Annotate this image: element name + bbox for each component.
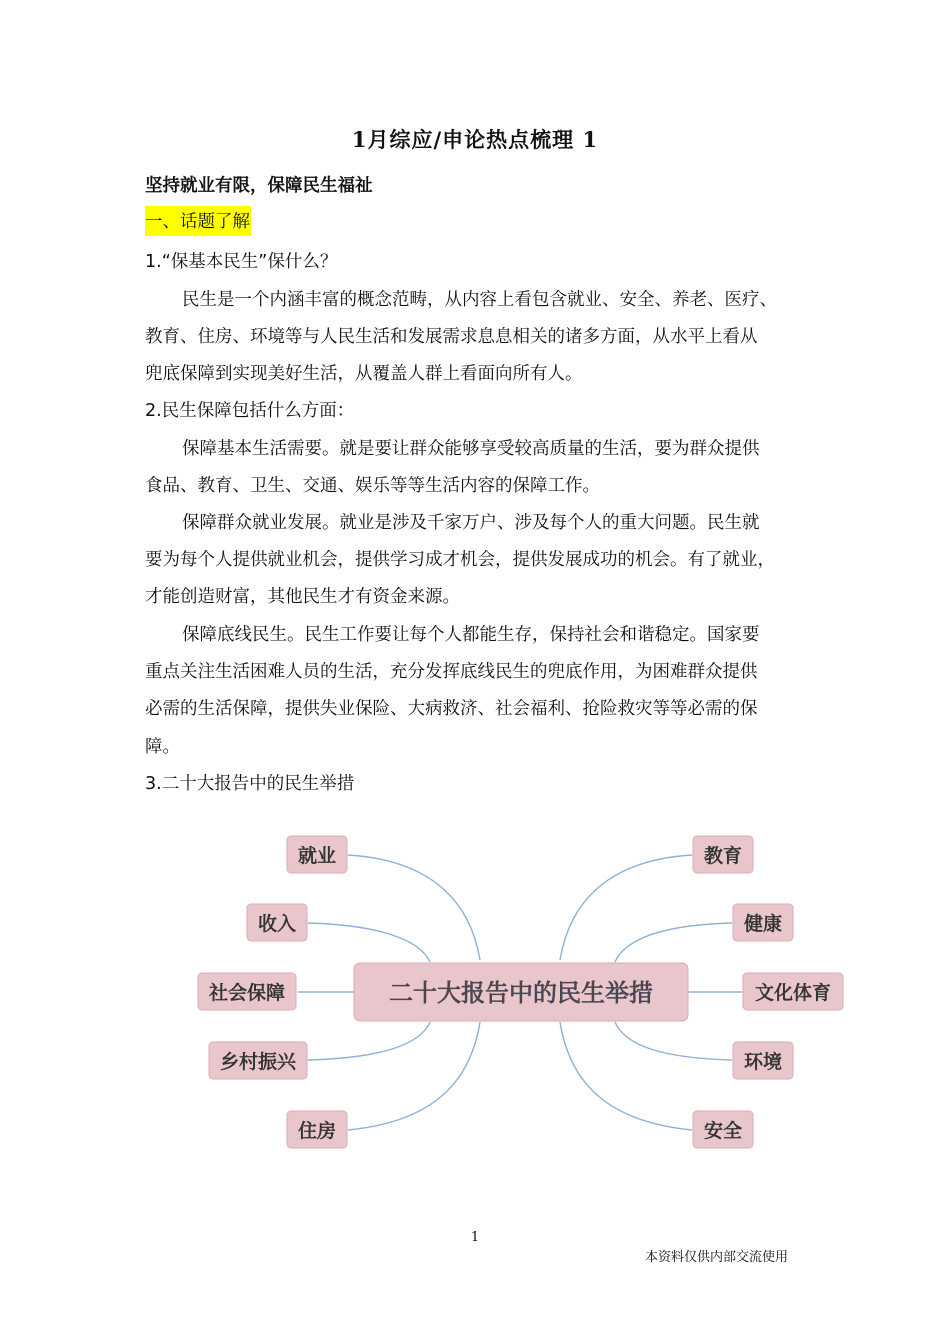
q2-p3-line-4: 障。 — [145, 737, 180, 757]
connector-zhufang — [348, 1022, 480, 1130]
mindmap-node-label: 健康 — [743, 913, 783, 935]
connector-jiaoyu — [560, 855, 692, 960]
q2-p3-line-3: 必需的生活保障，提供失业保险、大病救济、社会福利、抢险救灾等等必需的保 — [145, 699, 758, 719]
q2-heading: 2.民生保障包括什么方面： — [145, 401, 355, 421]
mindmap-center-node — [354, 963, 688, 1021]
mindmap-node-label: 社会保障 — [208, 982, 286, 1004]
page-title: 1月综应/申论热点梳理 1 — [351, 127, 599, 152]
section-heading-1: 一、话题了解 — [145, 206, 251, 236]
mindmap-node-shouru — [247, 904, 307, 941]
q2-p3-line-1: 保障底线民生。民生工作要让每个人都能生存，保持社会和谐稳定。国家要 — [182, 625, 760, 645]
mindmap-node-label: 安全 — [703, 1120, 743, 1142]
mindmap-node-zhufang — [287, 1111, 347, 1148]
q2-p1-line-2: 食品、教育、卫生、交通、娱乐等等生活内容的保障工作。 — [145, 476, 600, 496]
mindmap-node-label: 乡村振兴 — [219, 1051, 297, 1073]
mindmap-node-huanjing — [733, 1042, 793, 1079]
subtitle: 坚持就业有限，保障民生福祉 — [145, 176, 373, 196]
mindmap-node-label: 收入 — [257, 913, 297, 935]
mindmap-node-jiuye — [287, 836, 347, 873]
q1-line-3: 兜底保障到实现美好生活，从覆盖人群上看面向所有人。 — [145, 364, 583, 384]
connector-shouru — [308, 923, 430, 962]
mindmap-node-label: 住房 — [297, 1120, 337, 1142]
q2-p2-line-3: 才能创造财富，其他民生才有资金来源。 — [145, 587, 460, 607]
mindmap-node-jiaoyu — [693, 836, 753, 873]
q2-p1-line-1: 保障基本生活需要。就是要让群众能够享受较高质量的生活，要为群众提供 — [182, 439, 760, 459]
mindmap-center-label: 二十大报告中的民生举措 — [389, 979, 653, 1007]
q2-p3-line-2: 重点关注生活困难人员的生活，充分发挥底线民生的兜底作用，为困难群众提供 — [145, 662, 758, 682]
q1-line-2: 教育、住房、环境等与人民生活和发展需求息息相关的诸多方面，从水平上看从 — [145, 327, 758, 347]
connector-xiangcun — [308, 1022, 430, 1060]
mindmap-node-anquan — [693, 1111, 753, 1148]
mindmap-node-label: 文化体育 — [754, 982, 832, 1004]
q2-p2-line-2: 要为每个人提供就业机会，提供学习成才机会，提供发展成功的机会。有了就业， — [145, 550, 775, 570]
mindmap-node-xiangcun — [209, 1042, 307, 1079]
connector-huanjing — [615, 1022, 732, 1060]
mindmap-node-jiankang — [733, 904, 793, 941]
connector-anquan — [560, 1022, 692, 1130]
q2-p2-line-1: 保障群众就业发展。就业是涉及千家万户、涉及每个人的重大问题。民生就 — [182, 513, 760, 533]
connector-jiankang — [615, 923, 732, 962]
mindmap-node-label: 就业 — [297, 845, 337, 867]
page-number: 1 — [470, 1230, 480, 1245]
mindmap-node-wenhua — [743, 973, 843, 1010]
mindmap-node-label: 环境 — [743, 1051, 783, 1073]
q1-line-1: 民生是一个内涵丰富的概念范畴，从内容上看包含就业、安全、养老、医疗、 — [182, 290, 777, 310]
q1-heading: 1.“保基本民生”保什么？ — [145, 252, 338, 272]
mindmap-node-label: 教育 — [703, 845, 743, 867]
q3-heading: 3.二十大报告中的民生举措 — [145, 774, 355, 794]
footer-note: 本资料仅供内部交流使用 — [645, 1250, 789, 1265]
mindmap-node-shehuibaozhang — [198, 973, 296, 1010]
